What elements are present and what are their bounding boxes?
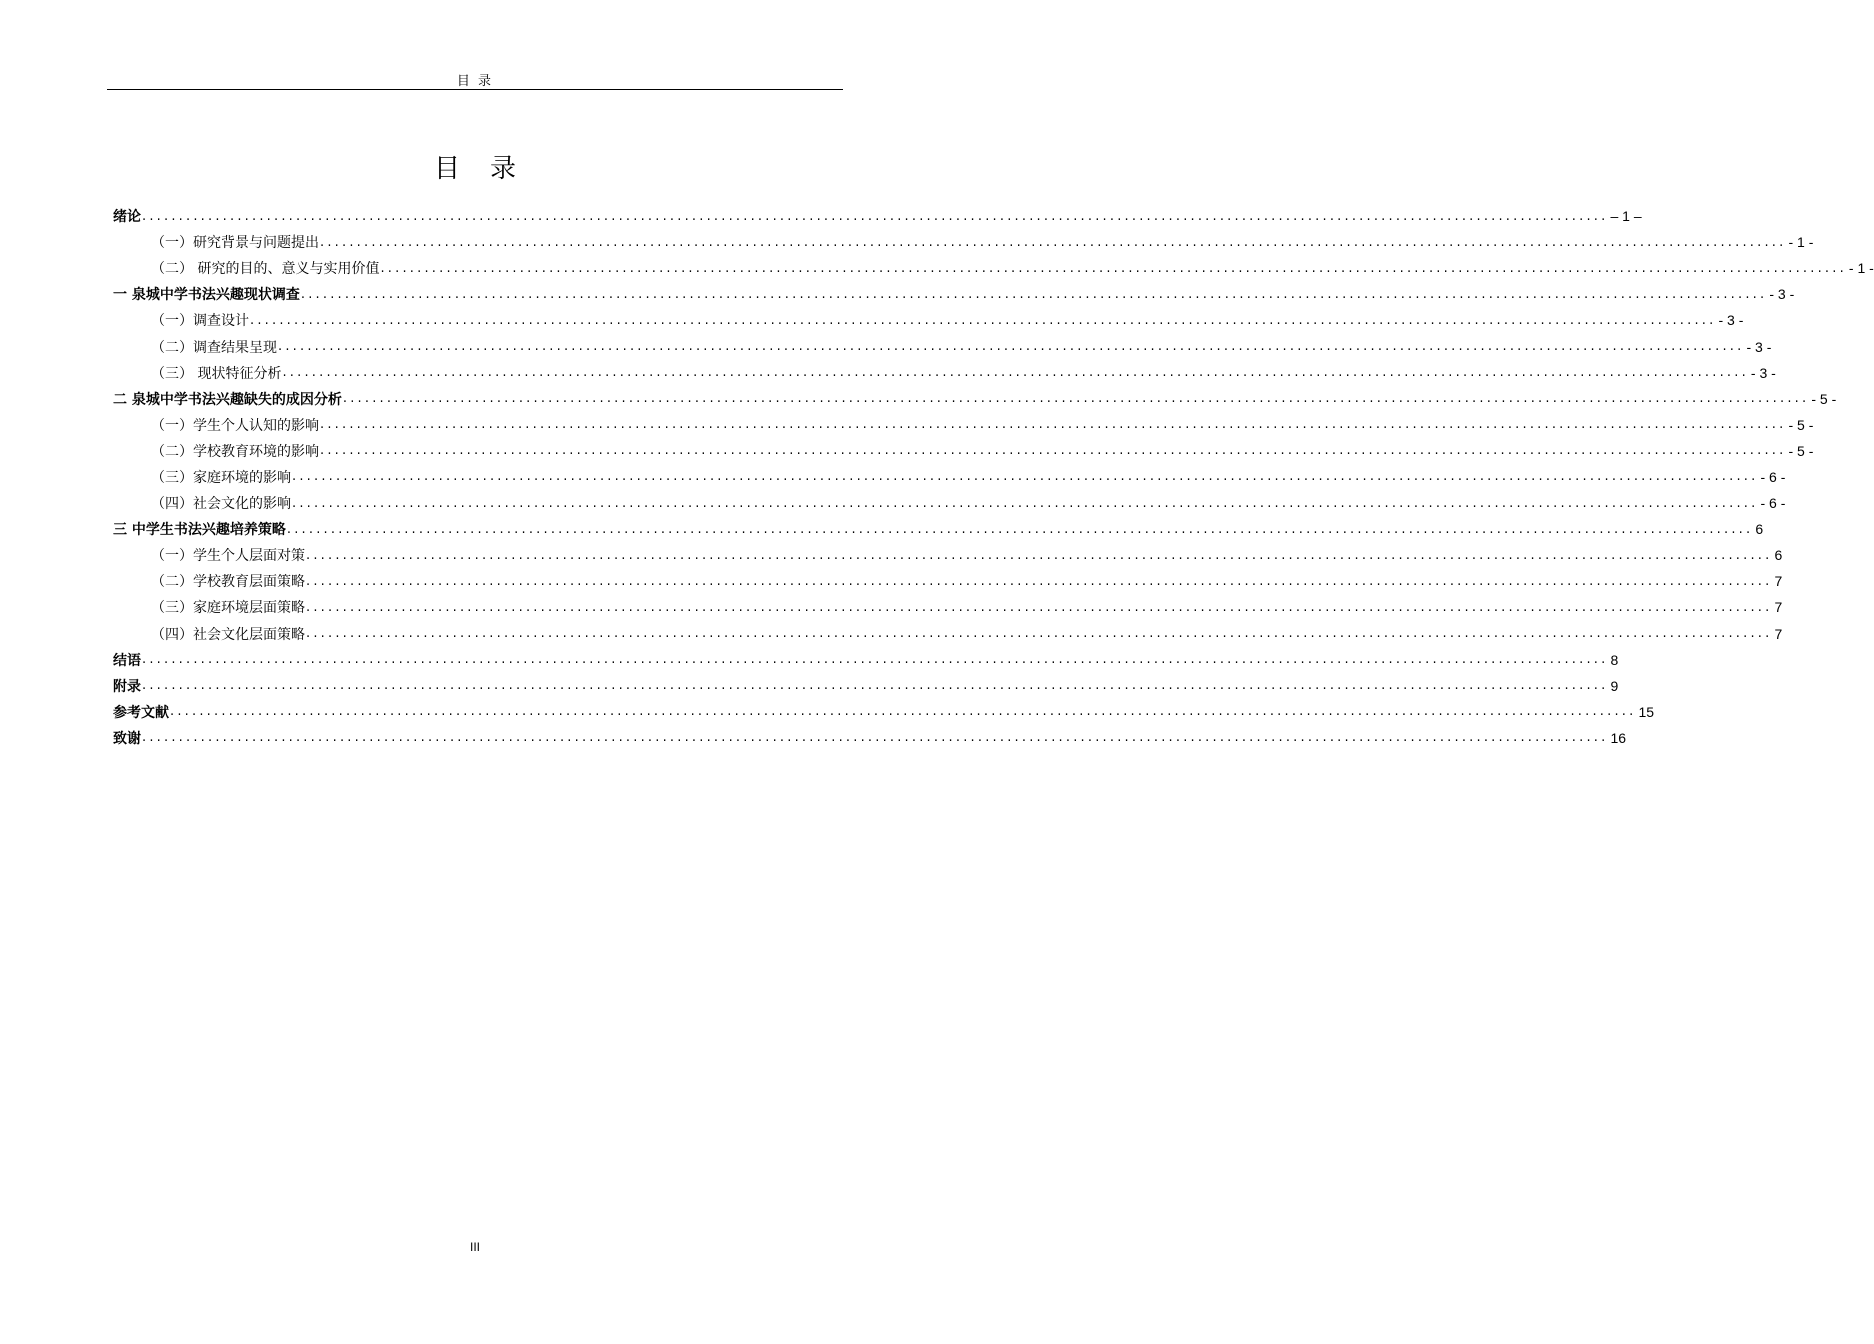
toc-leader-dots: ........................................................................................................................................................................................................ — [306, 599, 1773, 615]
title-part-2: 录 — [490, 154, 517, 184]
toc-entry-label: 一 泉城中学书法兴趣现状调查 — [113, 287, 300, 304]
toc-entry-page: - 3 - — [1769, 286, 1795, 303]
toc-entry[interactable] — [113, 464, 1786, 490]
toc-entry[interactable] — [113, 203, 1642, 229]
toc-leader-dots: ........................................................................................................................................................................................................ — [142, 652, 1609, 668]
header-rule — [107, 89, 843, 90]
toc-leader-dots: ........................................................................................................................................................................................................ — [142, 678, 1609, 694]
toc-leader-dots: ........................................................................................................................................................................................................ — [292, 469, 1759, 485]
toc-leader-dots: ........................................................................................................................................................................................................ — [320, 417, 1787, 433]
toc-entry[interactable] — [113, 673, 1619, 699]
page-number: III — [469, 1240, 480, 1254]
table-of-contents — [113, 203, 1874, 751]
toc-entry[interactable] — [113, 255, 1874, 281]
toc-entry[interactable] — [113, 333, 1772, 359]
toc-entry-page: - 1 - — [1848, 260, 1874, 277]
toc-entry[interactable] — [113, 725, 1627, 751]
toc-entry-label: 二 泉城中学书法兴趣缺失的成因分析 — [113, 391, 342, 408]
toc-leader-dots: ........................................................................................................................................................................................................ — [342, 391, 1810, 407]
toc-entry-page: - 3 - — [1718, 312, 1744, 329]
toc-entry-label: （四）社会文化的影响 — [151, 496, 291, 513]
toc-leader-dots: ........................................................................................................................................................................................................ — [250, 312, 1717, 328]
toc-leader-dots: ........................................................................................................................................................................................................ — [306, 547, 1773, 563]
toc-entry-page: 6 — [1755, 521, 1764, 538]
toc-entry-page: - 3 - — [1746, 338, 1772, 355]
toc-entry-page: - 5 - — [1788, 416, 1814, 433]
toc-entry-label: 附录 — [113, 678, 141, 695]
toc-entry-page: 9 — [1610, 677, 1619, 694]
toc-entry-page: - 5 - — [1811, 390, 1837, 407]
toc-entry-label: （一）研究背景与问题提出 — [151, 235, 319, 252]
toc-entry-page: - 1 - — [1788, 234, 1814, 251]
toc-entry-page: - 3 - — [1750, 364, 1776, 381]
toc-leader-dots: ........................................................................................................................................................................................................ — [380, 260, 1847, 276]
toc-entry[interactable] — [113, 516, 1764, 542]
toc-entry-label: （二）学校教育层面策略 — [151, 574, 305, 591]
toc-entry-page: 7 — [1774, 573, 1783, 590]
toc-entry-label: （二）学校教育环境的影响 — [151, 443, 319, 460]
running-header: 目 录 — [456, 74, 494, 89]
toc-entry[interactable] — [113, 568, 1783, 594]
toc-leader-dots: ........................................................................................................................................................................................................ — [282, 365, 1749, 381]
toc-entry-label: （三） 现状特征分析 — [151, 365, 282, 382]
toc-leader-dots: ........................................................................................................................................................................................................ — [320, 443, 1787, 459]
toc-entry[interactable] — [113, 307, 1744, 333]
toc-leader-dots: ........................................................................................................................................................................................................ — [300, 286, 1768, 302]
title-part-1: 目 — [433, 154, 460, 184]
toc-entry-page: – 1 – — [1610, 208, 1642, 225]
toc-entry[interactable] — [113, 412, 1814, 438]
toc-entry[interactable] — [113, 229, 1814, 255]
toc-leader-dots: ........................................................................................................................................................................................................ — [306, 573, 1773, 589]
toc-leader-dots: ........................................................................................................................................................................................................ — [142, 208, 1609, 224]
toc-leader-dots: ........................................................................................................................................................................................................ — [278, 339, 1745, 355]
toc-entry-label: 致谢 — [113, 730, 141, 747]
toc-entry-label: 绪论 — [113, 209, 141, 226]
toc-entry-page: 16 — [1610, 729, 1627, 746]
toc-leader-dots: ........................................................................................................................................................................................................ — [292, 495, 1759, 511]
toc-leader-dots: ........................................................................................................................................................................................................ — [306, 626, 1773, 642]
toc-entry-label: （一）学生个人层面对策 — [151, 548, 305, 565]
toc-entry-page: 6 — [1774, 547, 1783, 564]
toc-entry-label: 参考文献 — [113, 704, 169, 721]
toc-entry-label: （一）调查设计 — [151, 313, 249, 330]
toc-entry-page: - 5 - — [1788, 442, 1814, 459]
toc-entry-label: （三）家庭环境的影响 — [151, 469, 291, 486]
toc-leader-dots: ........................................................................................................................................................................................................ — [170, 704, 1637, 720]
toc-entry[interactable] — [113, 281, 1795, 307]
toc-entry[interactable] — [113, 542, 1783, 568]
toc-leader-dots: ........................................................................................................................................................................................................ — [142, 730, 1609, 746]
toc-entry[interactable] — [113, 621, 1783, 647]
toc-entry-page: 7 — [1774, 625, 1783, 642]
toc-entry-label: 结语 — [113, 652, 141, 669]
toc-entry-label: （三）家庭环境层面策略 — [151, 600, 305, 617]
toc-entry-label: （二） 研究的目的、意义与实用价值 — [151, 261, 380, 278]
toc-entry[interactable] — [113, 699, 1655, 725]
toc-leader-dots: ........................................................................................................................................................................................................ — [320, 234, 1787, 250]
toc-entry-page: 8 — [1610, 651, 1619, 668]
toc-leader-dots: ........................................................................................................................................................................................................ — [286, 521, 1754, 537]
toc-entry[interactable] — [113, 647, 1619, 673]
toc-entry[interactable] — [113, 386, 1837, 412]
toc-entry[interactable] — [113, 594, 1783, 620]
toc-entry-label: （一）学生个人认知的影响 — [151, 417, 319, 434]
toc-entry-label: （四）社会文化层面策略 — [151, 626, 305, 643]
page-title — [0, 148, 950, 185]
toc-entry-label: （二）调查结果呈现 — [151, 339, 277, 356]
toc-entry[interactable] — [113, 490, 1786, 516]
toc-entry[interactable] — [113, 438, 1814, 464]
toc-entry-label: 三 中学生书法兴趣培养策略 — [113, 522, 286, 539]
toc-entry-page: - 6 - — [1760, 495, 1786, 512]
toc-entry-page: 15 — [1638, 703, 1655, 720]
toc-entry-page: 7 — [1774, 599, 1783, 616]
toc-entry-page: - 6 - — [1760, 468, 1786, 485]
toc-entry[interactable] — [113, 360, 1776, 386]
